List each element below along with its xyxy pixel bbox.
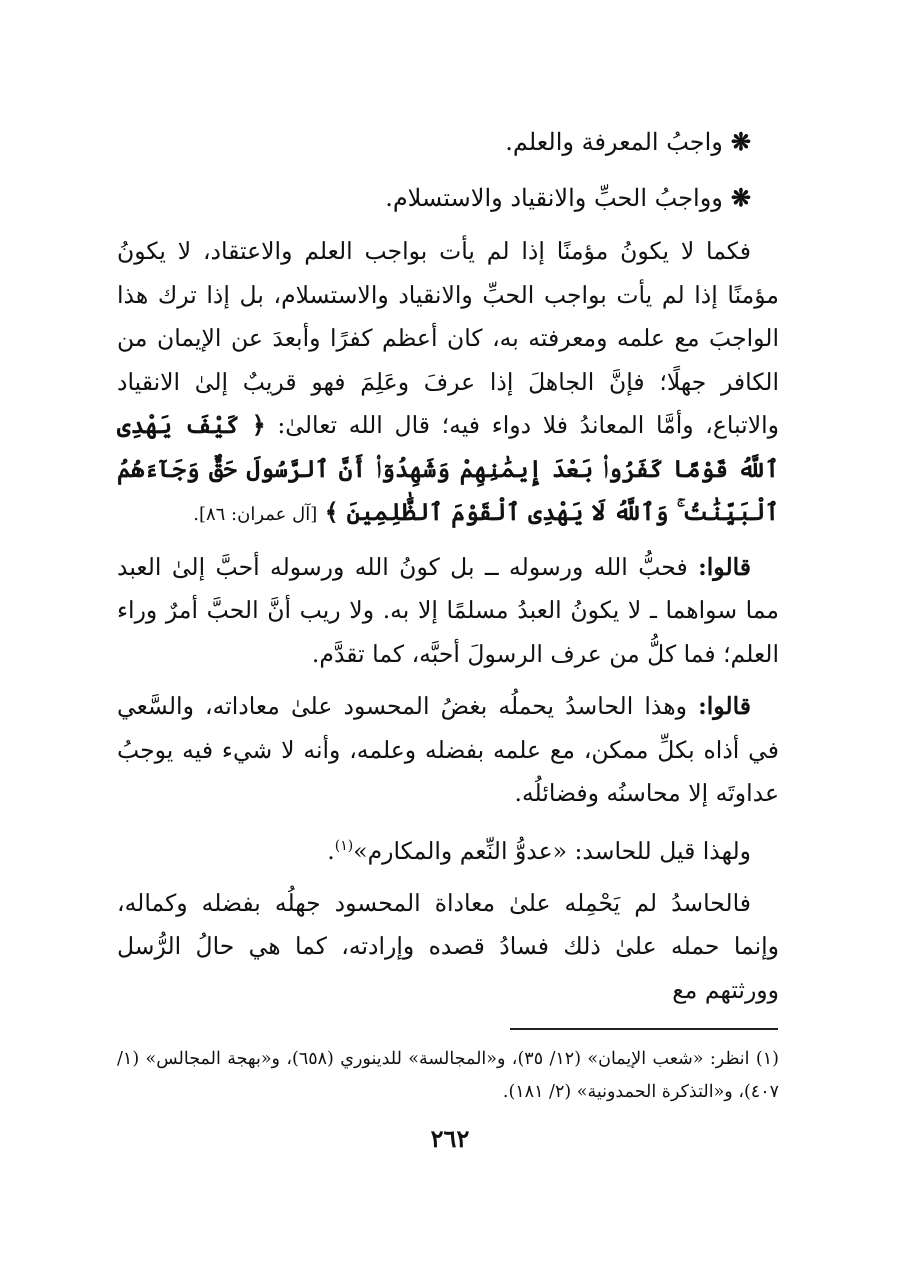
footnote-marker[interactable]: (١) [334, 837, 354, 854]
paragraph-text: وهذا الحاسدُ يحملُه بغضُ المحسود علىٰ معاداته، والسَّعي في أذاه بكلِّ ممكن، مع علمه بفضله وعلمه، وأنه لا شيء فيه يوجبُ عداوتَه إلا محاسنُه وفضائلُه. [117, 692, 779, 807]
paragraph-text: فالحاسدُ لم يَحْمِله علىٰ معاداة المحسود جهلُه بفضله وكماله، وإنما حمله علىٰ ذلك فسادُ قصده وإرادته، كما هي حالُ الرُّسل وورثتهم مع [117, 888, 779, 1004]
bullet-item [117, 118, 751, 174]
paragraph-lead: قالوا: [698, 692, 751, 720]
paragraph-text: فكما لا يكونُ مؤمنًا إذا لم يأت بواجب العلم والاعتقاد، لا يكونُ مؤمنًا إذا لم يأت بواجب الحبِّ والانقياد والاستسلام، بل إذا ترك هذا الواجبَ مع علمه ومعرفته به، كان أعظم كفرًا وأبعدَ عن الإيمان من الكافر جهلًا؛ فإنَّ الجاهلَ إذا عرفَ وعَلِمَ فهو قريبٌ إلىٰ الانقياد والاتباع، وأمَّا المعاندُ فلا دواء فيه؛ قال الله تعالىٰ: [117, 237, 779, 439]
page-body [117, 118, 779, 1012]
paragraph [117, 230, 779, 537]
paragraph-text: فحبُّ الله ورسوله ــ بل كونُ الله ورسوله أحبَّ إلىٰ العبد مما سواهما ـ لا يكونُ العبدُ مسلمًا إلا به. ولا ريب أنَّ الحبَّ أمرٌ وراء العلم؛ فما كلُّ من عرف الرسولَ أحبَّه، كما تقدَّم. [117, 552, 779, 668]
bullet-text: وواجبُ الحبِّ والانقياد والاستسلام. [385, 184, 723, 212]
paragraph-text: ولهذا قيل للحاسد: «عدوُّ النِّعم والمكارم» [353, 836, 751, 865]
paragraph-lead: قالوا: [698, 552, 751, 581]
paragraph [117, 825, 779, 873]
bullet-text: واجبُ المعرفة والعلم. [505, 128, 723, 156]
quran-verse: ﴿ كَيْفَ يَهْدِى ٱللَّهُ قَوْمًا كَفَرُوا۟ بَعْدَ إِيمَٰنِهِمْ وَشَهِدُوٓا۟ أَنَّ ٱلرَّسُولَ حَقٌّ وَجَآءَهُمُ ٱلْبَيِّنَٰتُ ۚ وَٱللَّهُ لَا يَهْدِى ٱلْقَوْمَ ٱلظَّٰلِمِينَ ﴾ [117, 411, 779, 526]
paragraph [117, 546, 779, 677]
star-bullet-icon: ❋ [730, 183, 751, 212]
star-bullet-icon: ❋ [730, 127, 751, 156]
bullet-item [117, 174, 751, 230]
paragraph [117, 882, 779, 1013]
page-number: ٢٦٢ [430, 1124, 470, 1153]
footnote-divider [510, 1028, 778, 1030]
paragraph-end: . [327, 836, 335, 865]
verse-reference: [آل عمران: ٨٦]. [193, 504, 318, 525]
paragraph [117, 685, 779, 816]
footnote-text: (١) انظر: «شعب الإيمان» (١٢/ ٣٥)، و«المجالسة» للدينوري (٦٥٨)، و«بهجة المجالس» (١/ ٤٠٧)، و«التذكرة الحمدونية» (٢/ ١٨١). [117, 1049, 779, 1102]
footnote [117, 1043, 779, 1109]
